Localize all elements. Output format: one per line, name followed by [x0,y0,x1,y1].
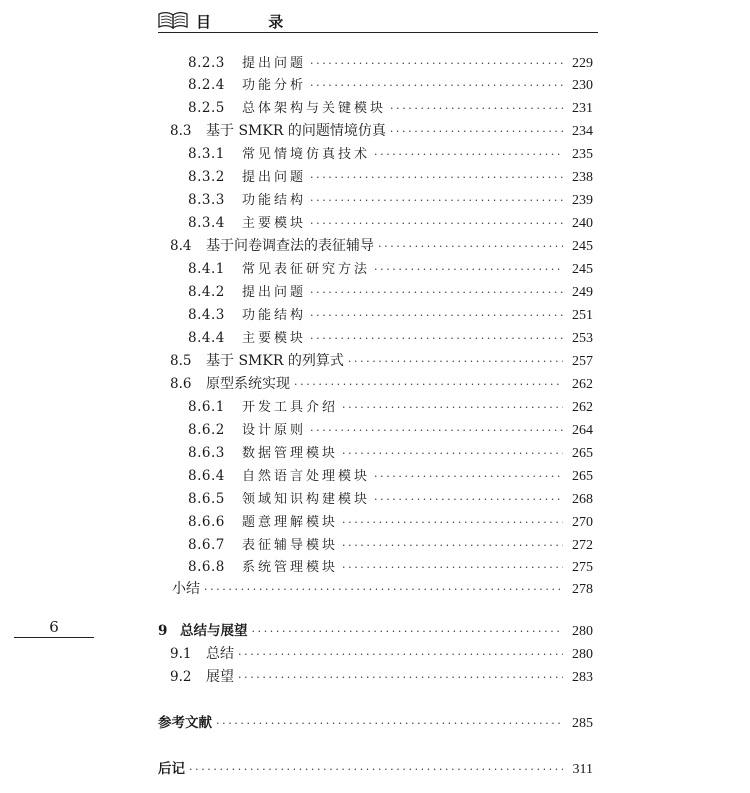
toc-entry-title: 后记 [158,761,185,777]
toc-entry-number: 8.6 [170,376,192,392]
toc-entry-title: 数据管理模块 [242,446,339,461]
toc-entry[interactable] [188,420,593,440]
toc-entry-title: 领域知识构建模块 [242,492,371,507]
toc-entry-number: 8.4.1 [188,261,225,277]
toc-entry[interactable] [188,557,593,577]
toc-entry[interactable] [188,53,593,73]
toc-entry-number: 8.6.2 [188,422,225,438]
toc-entry-page: 285 [572,716,593,731]
page-number: 6 [49,618,59,636]
toc-entry-page: 264 [572,423,593,438]
toc-entry-page: 249 [572,285,593,300]
toc-entry-title: 主要模块 [242,216,307,231]
dot-leader [189,760,563,780]
dot-leader [310,168,563,188]
toc-entry-page: 240 [572,216,593,231]
dot-leader [374,490,563,510]
dot-leader [342,513,563,533]
header-title: 目 录 [196,13,310,31]
dot-leader [342,536,563,556]
toc-entry[interactable] [188,190,593,210]
toc-entry-page: 280 [572,624,593,639]
toc-entry-number: 8.6.8 [188,559,225,575]
toc-entry-number: 8.4.3 [188,307,225,323]
toc-entry-number: 8.4.4 [188,330,225,346]
toc-entry-number: 8.6.4 [188,468,225,484]
toc-entry-title: 开发工具介绍 [242,400,339,415]
toc-entry[interactable] [188,167,593,187]
toc-entry-page: 238 [572,170,593,185]
toc-entry-title: 主要模块 [242,331,307,346]
toc-entry-page: 278 [572,582,593,597]
toc-entry-title: 参考文献 [158,715,212,731]
toc-entry-number: 8.6.7 [188,537,225,553]
toc-entry[interactable] [188,443,593,463]
dot-leader [252,622,564,642]
toc-entry-page: 268 [572,492,593,507]
toc-entry-title: 系统管理模块 [242,560,339,575]
toc-entry-title: 题意理解模块 [242,515,339,530]
dot-leader [374,467,563,487]
toc-entry[interactable] [188,512,593,532]
toc-entry-title: 设计原则 [242,423,307,438]
toc-entry[interactable] [158,621,593,641]
toc-entry-page: 229 [572,56,593,71]
dot-leader [238,645,563,665]
dot-leader [390,99,563,119]
dot-leader [310,76,563,96]
toc-entry-number: 8.2.4 [188,77,225,93]
toc-entry-page: 272 [572,538,593,553]
toc-entry[interactable] [188,466,593,486]
toc-entry-title: 功能结构 [242,308,307,323]
toc-entry-number: 8.4 [170,238,192,254]
toc-entry[interactable] [188,282,593,302]
toc-entry-page: 275 [572,560,593,575]
toc-entry-title: 功能结构 [242,193,307,208]
dot-leader [238,668,563,688]
toc-entry-title: 自然语言处理模块 [242,469,371,484]
dot-leader [310,54,563,74]
toc-entry-number: 8.6.3 [188,445,225,461]
toc-entry-number: 8.6.6 [188,514,225,530]
open-book-icon [158,11,188,29]
toc-entry-number: 8.6.5 [188,491,225,507]
dot-leader [390,122,563,142]
toc-entry[interactable] [188,328,593,348]
toc-entry-number: 8.3.2 [188,169,225,185]
toc-entry[interactable] [170,351,593,371]
toc-entry-title: 常见情境仿真技术 [242,147,371,162]
toc-entry-page: 265 [572,446,593,461]
toc-entry-page: 270 [572,515,593,530]
dot-leader [204,580,563,600]
toc-entry-title: 提出问题 [242,56,307,71]
toc-entry-title: 原型系统实现 [206,376,290,392]
toc-entry[interactable] [170,236,593,256]
dot-leader [374,145,563,165]
toc-entry-page: 230 [572,78,593,93]
dot-leader [342,444,563,464]
toc-entry-number: 9 [158,623,168,639]
toc-entry-page: 283 [572,670,593,685]
page-number-block [14,618,94,638]
dot-leader [294,375,563,395]
toc-entry-page: 311 [572,762,593,777]
toc-entry-page: 262 [572,377,593,392]
toc-entry[interactable] [158,759,593,779]
toc-entry-page: 245 [572,262,593,277]
dot-leader [310,421,563,441]
toc-entry-page: 245 [572,239,593,254]
toc-entry-page: 253 [572,331,593,346]
toc-entry-number: 8.3.3 [188,192,225,208]
dot-leader [310,214,563,234]
toc-entry[interactable] [188,489,593,509]
toc-entry[interactable] [170,121,593,141]
toc-entry-number: 8.3.4 [188,215,225,231]
toc-entry-title: 展望 [206,669,234,685]
toc-entry-title: 基于 SMKR 的问题情境仿真 [206,123,386,139]
toc-entry-page: 239 [572,193,593,208]
dot-leader [342,558,563,578]
toc-entry-number: 8.2.3 [188,55,225,71]
dot-leader [216,714,563,734]
toc-entry[interactable] [170,644,593,664]
dot-leader [342,398,563,418]
toc-entry-title: 总结与展望 [180,623,248,639]
toc-entry[interactable] [172,579,593,599]
toc-entry[interactable] [188,397,593,417]
toc-entry-number: 8.2.5 [188,100,225,116]
toc-entry-number: 8.5 [170,353,192,369]
toc-entry[interactable] [170,374,593,394]
dot-leader [310,283,563,303]
toc-entry-page: 234 [572,124,593,139]
toc-entry[interactable] [188,259,593,279]
toc-entry[interactable] [188,144,593,164]
toc-entry-number: 9.1 [170,646,192,662]
toc-entry[interactable] [188,213,593,233]
toc-entry-page: 265 [572,469,593,484]
dot-leader [378,237,563,257]
dot-leader [310,329,563,349]
toc-entry-page: 231 [572,101,593,116]
toc-entry-title: 基于 SMKR 的列算式 [206,353,344,369]
toc-entry[interactable] [170,667,593,687]
toc-entry-title: 总体架构与关键模块 [242,101,387,116]
toc-entry-number: 8.3 [170,123,192,139]
toc-entry-title: 提出问题 [242,285,307,300]
toc-entry-number: 8.3.1 [188,146,225,162]
dot-leader [310,191,563,211]
running-header [158,10,598,33]
dot-leader [374,260,563,280]
toc-entry[interactable] [188,535,593,555]
toc-entry[interactable] [188,305,593,325]
toc-entry-title: 功能分析 [242,78,307,93]
toc-entry-number: 8.6.1 [188,399,225,415]
toc-entry-title: 表征辅导模块 [242,538,339,553]
toc-entry-number: 9.2 [170,669,192,685]
toc-entry-title: 常见表征研究方法 [242,262,371,277]
toc-entry-title: 小结 [172,581,200,597]
toc-entry-title: 提出问题 [242,170,307,185]
toc-entry-title: 总结 [206,646,234,662]
toc-entry[interactable] [158,713,593,733]
toc-entry-page: 251 [572,308,593,323]
dot-leader [310,306,563,326]
toc-entry-page: 262 [572,400,593,415]
toc-entry-number: 8.4.2 [188,284,225,300]
toc-entry[interactable] [188,75,593,95]
toc-entry-page: 235 [572,147,593,162]
dot-leader [348,352,563,372]
toc-entry-title: 基于问卷调查法的表征辅导 [206,238,374,254]
toc-entry[interactable] [188,98,593,118]
toc-entry-page: 280 [572,647,593,662]
toc-entry-page: 257 [572,354,593,369]
